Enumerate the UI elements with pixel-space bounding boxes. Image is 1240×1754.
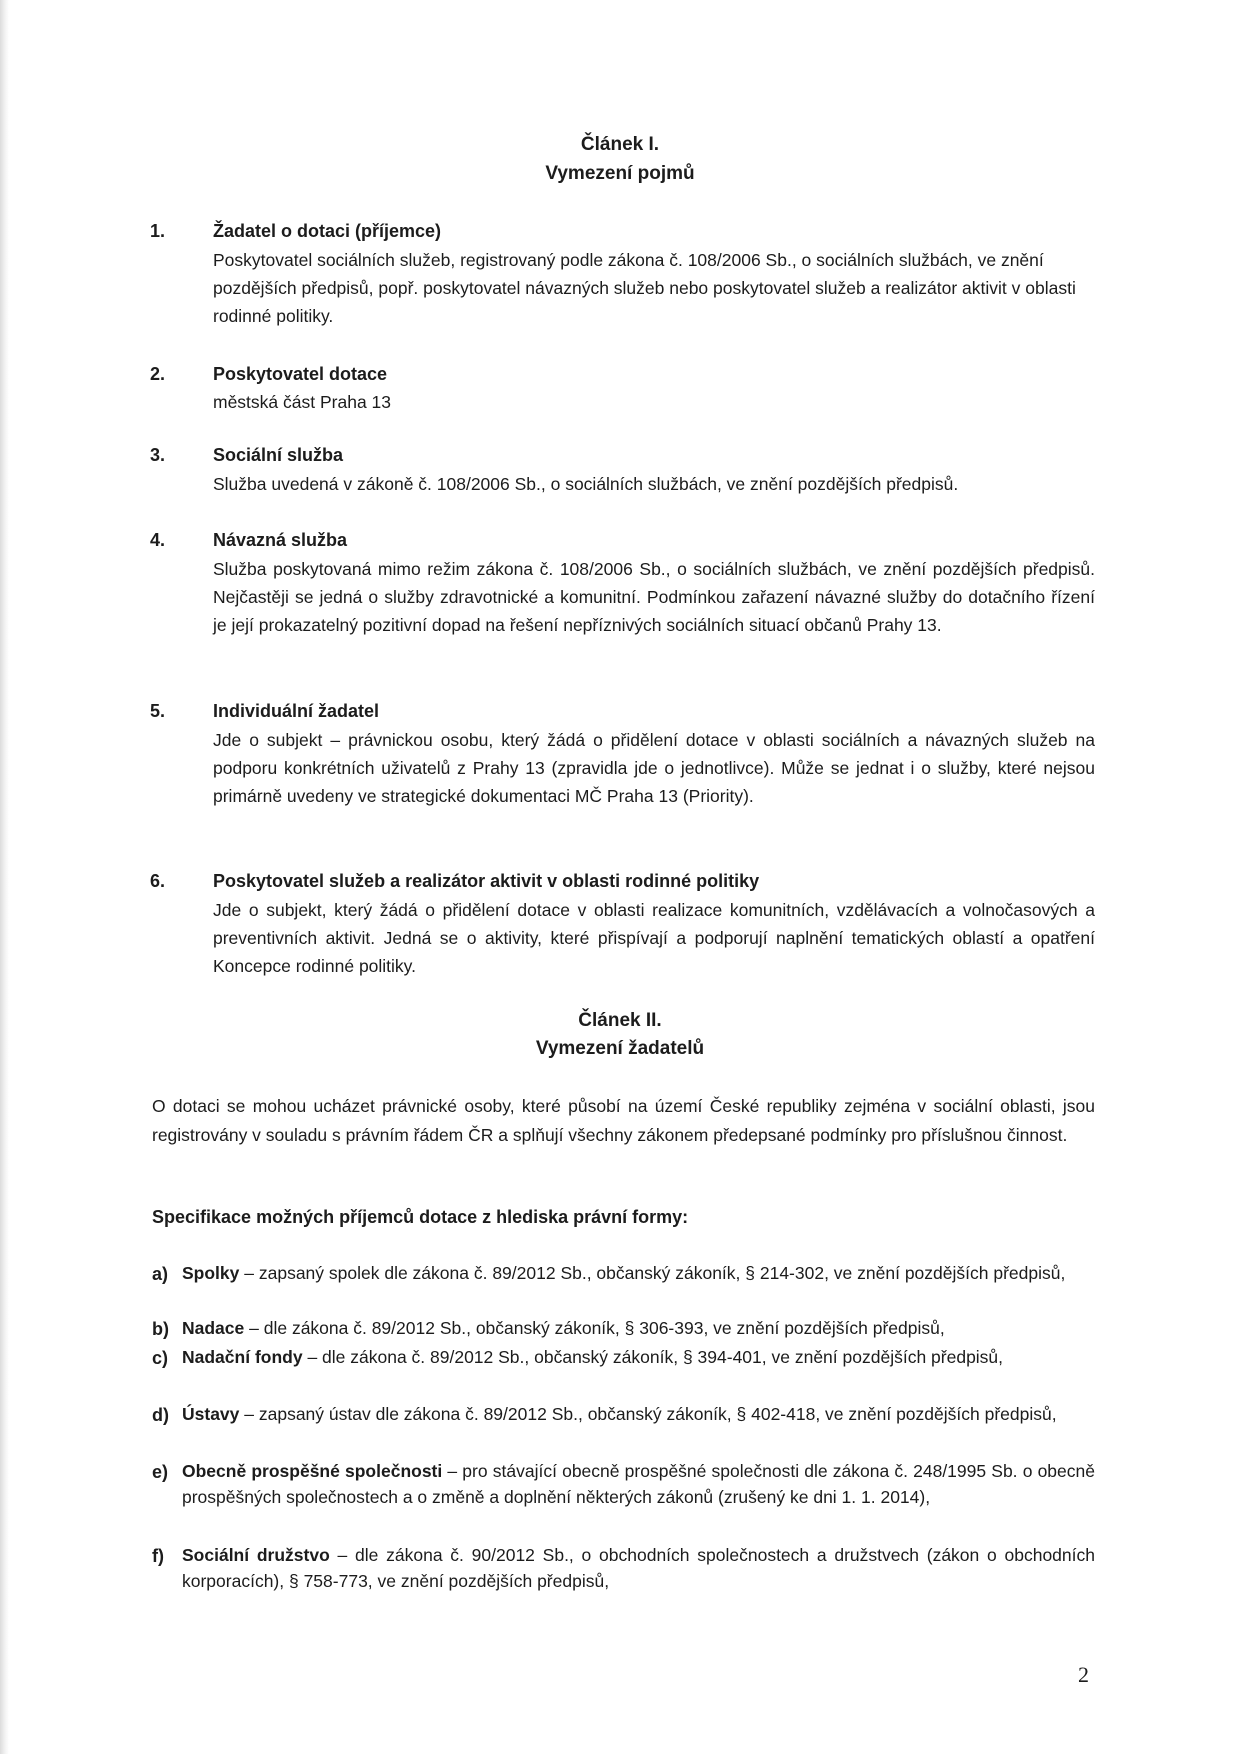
- legal-form-item: [182, 1458, 1095, 1510]
- definition-3-text: [213, 470, 1095, 498]
- page-number: 2: [1078, 1662, 1089, 1687]
- legal-form-letter: e): [152, 1462, 169, 1482]
- legal-form-item: [182, 1260, 1095, 1286]
- definition-1-text-body: Poskytovatel sociálních služeb, registrovaný podle zákona č. 108/2006 Sb., o sociálních službách, ve znění pozdějších předpisů, popř. poskytovatel návazných služeb nebo poskytovatel služeb a realizátor aktivit v oblasti rodinné politiky.: [213, 250, 1076, 326]
- definition-3-text-body: Služba uvedená v zákoně č. 108/2006 Sb., o sociálních službách, ve znění pozdějších předpisů.: [213, 474, 959, 494]
- definition-6-number: 6.: [150, 871, 166, 891]
- legal-form-description: – zapsaný ústav dle zákona č. 89/2012 Sb., občanský zákoník, § 402-418, ve znění pozdějších předpisů,: [239, 1404, 1057, 1424]
- legal-form-item: [182, 1401, 1095, 1427]
- definition-3-number: 3.: [150, 445, 166, 465]
- legal-form-description: – zapsaný spolek dle zákona č. 89/2012 Sb., občanský zákoník, § 214-302, ve znění pozdějších předpisů,: [239, 1263, 1066, 1283]
- legal-form-term: Nadace: [182, 1318, 245, 1338]
- legal-form-letter: a): [152, 1264, 169, 1284]
- definition-6-text-body: Jde o subjekt, který žádá o přidělení dotace v oblasti realizace komunitních, vzdělávacích a volnočasových a preventivních aktivit. Jedná se o aktivity, které přispívají a podporují naplnění tematických oblastí a opatření Koncepce rodinné politiky.: [213, 900, 1095, 976]
- legal-form-description: – pro stávající obecně prospěšné společnosti dle zákona č. 248/1995 Sb. o obecně prospěšných společnostech a o změně a doplnění některých zákonů (zrušený ke dni 1. 1. 2014),: [182, 1461, 1095, 1507]
- legal-form-item: [182, 1542, 1095, 1594]
- article-1-label: Článek I.: [580, 134, 660, 155]
- definition-1-number: 1.: [150, 221, 166, 241]
- definition-2-text: [213, 388, 1095, 416]
- legal-form-term: Obecně prospěšné společnosti: [182, 1461, 443, 1481]
- legal-form-letter: d): [152, 1405, 169, 1425]
- definition-6-text: [213, 896, 1095, 980]
- definition-4-text: [213, 555, 1095, 639]
- definition-2-number: 2.: [150, 364, 166, 384]
- definition-5-text: [213, 726, 1095, 810]
- legal-form-term: Ústavy: [182, 1404, 240, 1424]
- definition-4-title: Návazná služba: [213, 530, 348, 550]
- definition-5-number: 5.: [150, 701, 166, 721]
- definition-4-number: 4.: [150, 530, 166, 550]
- definition-5-title: Individuální žadatel: [213, 701, 380, 721]
- article-2-title: Vymezení žadatelů: [535, 1038, 705, 1059]
- legal-form-description: – dle zákona č. 89/2012 Sb., občanský zákoník, § 394-401, ve znění pozdějších předpisů,: [302, 1347, 1004, 1367]
- definition-2-title: Poskytovatel dotace: [213, 364, 388, 384]
- definition-3-title: Sociální služba: [213, 445, 344, 465]
- article-1-title: Vymezení pojmů: [545, 163, 695, 184]
- legal-form-description: – dle zákona č. 89/2012 Sb., občanský zákoník, § 306-393, ve znění pozdějších předpisů,: [244, 1318, 945, 1338]
- definition-1-title: Žadatel o dotaci (příjemce): [213, 221, 442, 241]
- specification-title: Specifikace možných příjemců dotace z hlediska právní formy:: [152, 1207, 689, 1227]
- definition-6-title: Poskytovatel služeb a realizátor aktivit v oblasti rodinné politiky: [213, 871, 760, 891]
- article-2-label: Článek II.: [578, 1010, 662, 1031]
- legal-form-letter: c): [152, 1348, 169, 1368]
- definition-5-text-body: Jde o subjekt – právnickou osobu, který žádá o přidělení dotace v oblasti sociálních a návazných služeb na podporu konkrétních uživatelů z Prahy 13 (zpravidla jde o jednotlivce). Může se jednat i o služby, které nejsou primárně uvedeny ve strategické dokumentaci MČ Praha 13 (Priority).: [213, 730, 1095, 806]
- legal-form-term: Nadační fondy: [182, 1347, 303, 1367]
- intro-paragraph: O dotaci se mohou ucházet právnické osoby, které působí na území České republiky zejména v sociální oblasti, jsou registrovány v souladu s právním řádem ČR a splňují všechny zákonem předepsané podmínky pro příslušnou činnost.: [152, 1096, 1095, 1145]
- legal-form-letter: f): [152, 1546, 164, 1566]
- definition-1-text: [213, 246, 1095, 330]
- legal-form-letter: b): [152, 1319, 169, 1339]
- legal-form-item: [182, 1344, 1095, 1370]
- definition-2-text-body: městská část Praha 13: [213, 392, 391, 412]
- legal-form-term: Sociální družstvo: [182, 1545, 330, 1565]
- definition-4-text-body: Služba poskytovaná mimo režim zákona č. 108/2006 Sb., o sociálních službách, ve znění pozdějších předpisů. Nejčastěji se jedná o služby zdravotnické a komunitní. Podmínkou zařazení návazné služby do dotačního řízení je její prokazatelný pozitivní dopad na řešení nepříznivých sociálních situací občanů Prahy 13.: [213, 559, 1095, 635]
- legal-form-description: – dle zákona č. 90/2012 Sb., o obchodních společnostech a družstvech (zákon o obchodních korporacích), § 758-773, ve znění pozdějších předpisů,: [182, 1545, 1095, 1591]
- legal-form-term: Spolky: [182, 1263, 240, 1283]
- legal-form-item: [182, 1315, 1095, 1341]
